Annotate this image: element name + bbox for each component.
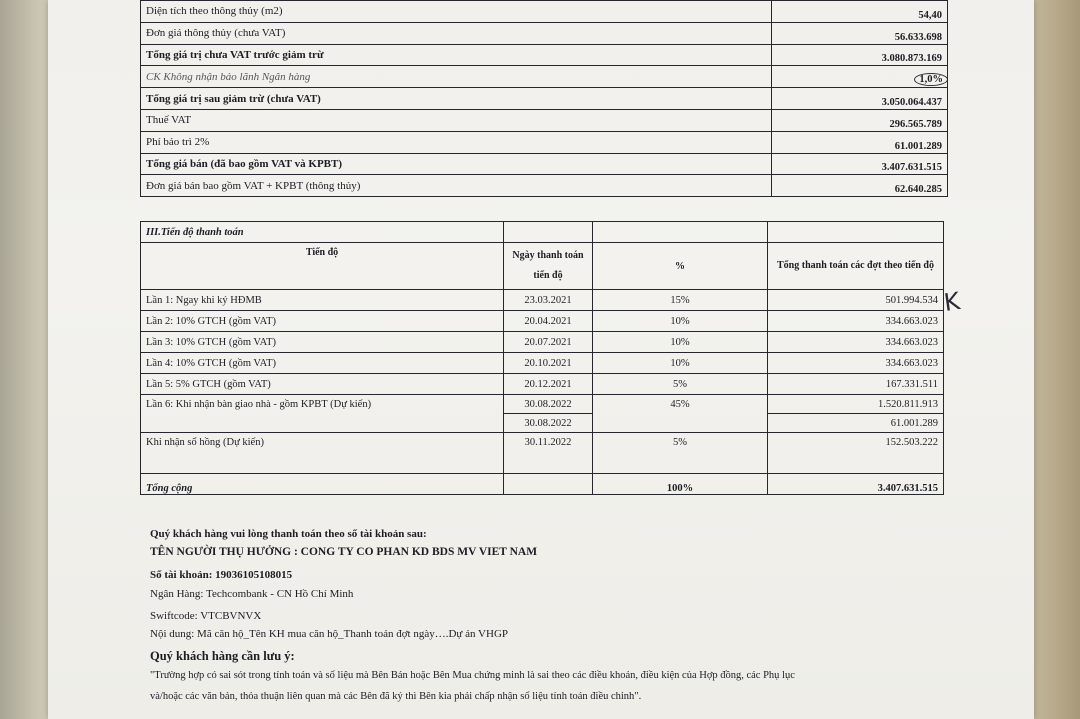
installment-percent: 5% <box>593 433 768 474</box>
row-label: CK Không nhận bảo lãnh Ngân hàng <box>141 66 772 88</box>
header-progress: Tiến độ <box>141 243 504 290</box>
installment-label <box>141 414 504 433</box>
row-value: 62.640.285 <box>772 175 948 197</box>
table-header-row <box>141 243 944 290</box>
installment-amount: 61.001.289 <box>768 414 944 433</box>
handwritten-check-mark: K <box>942 287 962 317</box>
installment-date: 30.08.2022 <box>504 395 593 414</box>
notice-line-2: và/hoặc các văn bản, thỏa thuận liên quan mà các Bên đã ký thì Bên kia phải chấp nhận số liệu tính toán điều chỉnh". <box>150 691 642 702</box>
row-label: Đơn giá bán bao gồm VAT + KPBT (thông thủy) <box>141 175 772 197</box>
payment-intro: Quý khách hàng vui lòng thanh toán theo số tài khoản sau: <box>150 528 427 540</box>
notice-line-1: "Trường hợp có sai sót trong tính toán và số liệu mà Bên Bán hoặc Bên Mua chứng minh là sai theo các điều khoản, điều kiện của Hợp đồng, các Phụ lục <box>150 670 795 681</box>
installment-percent: 10% <box>593 332 768 353</box>
row-label: Đơn giá thông thủy (chưa VAT) <box>141 22 772 44</box>
row-value <box>772 66 948 88</box>
empty-cell <box>504 222 593 243</box>
row-value: 296.565.789 <box>772 109 948 131</box>
installment-date: 20.07.2021 <box>504 332 593 353</box>
installment-date: 30.11.2022 <box>504 433 593 474</box>
notice-title: Quý khách hàng cần lưu ý: <box>150 649 295 663</box>
installment-date: 30.08.2022 <box>504 414 593 433</box>
row-label: Phí bảo trì 2% <box>141 131 772 153</box>
installment-percent: 10% <box>593 311 768 332</box>
table-row <box>141 353 944 374</box>
installment-amount: 1.520.811.913 <box>768 395 944 414</box>
header-date: Ngày thanh toán tiến độ <box>504 243 593 290</box>
empty-cell <box>504 474 593 495</box>
table-row <box>141 374 944 395</box>
swift-code: Swiftcode: VTCBVNVX <box>150 610 262 622</box>
installment-date: 20.10.2021 <box>504 353 593 374</box>
table-row <box>141 311 944 332</box>
row-value: 54,40 <box>772 1 948 23</box>
row-label: Tổng giá trị chưa VAT trước giảm trừ <box>141 44 772 66</box>
schedule-title: III.Tiến độ thanh toán <box>141 222 504 243</box>
transfer-content: Nội dung: Mã căn hộ_Tên KH mua căn hộ_Thanh toán đợt ngày….Dự án VHGP <box>150 628 509 640</box>
installment-percent: 15% <box>593 290 768 311</box>
installment-amount: 334.663.023 <box>768 353 944 374</box>
installment-amount: 334.663.023 <box>768 332 944 353</box>
row-label: Thuế VAT <box>141 109 772 131</box>
header-percent: % <box>593 243 768 290</box>
beneficiary-name: TÊN NGƯỜI THỤ HƯỞNG : CONG TY CO PHAN KD BDS MV VIET NAM <box>150 546 538 558</box>
row-value: 3.050.064.437 <box>772 88 948 110</box>
installment-date: 20.04.2021 <box>504 311 593 332</box>
installment-percent: 10% <box>593 353 768 374</box>
table-row <box>141 395 944 414</box>
table-row <box>141 66 948 88</box>
payment-schedule-table <box>140 221 944 495</box>
row-label: Tổng giá bán (đã bao gồm VAT và KPBT) <box>141 153 772 175</box>
table-row <box>141 332 944 353</box>
installment-amount: 501.994.534 <box>768 290 944 311</box>
table-row <box>141 175 948 197</box>
installment-label: Lần 6: Khi nhận bàn giao nhà - gồm KPBT (Dự kiến) <box>141 395 504 414</box>
empty-cell <box>593 222 768 243</box>
table-title-row <box>141 222 944 243</box>
header-total: Tổng thanh toán các đợt theo tiến độ <box>768 243 944 290</box>
total-row <box>141 474 944 495</box>
circled-value: 1,0% <box>914 73 947 86</box>
total-amount: 3.407.631.515 <box>768 474 944 495</box>
empty-cell <box>768 222 944 243</box>
row-label: Tổng giá trị sau giảm trừ (chưa VAT) <box>141 88 772 110</box>
installment-label: Lần 5: 5% GTCH (gồm VAT) <box>141 374 504 395</box>
account-number: Số tài khoản: 19036105108015 <box>150 569 293 581</box>
installment-amount: 152.503.222 <box>768 433 944 474</box>
installment-label: Lần 4: 10% GTCH (gồm VAT) <box>141 353 504 374</box>
installment-label: Lần 1: Ngay khi ký HĐMB <box>141 290 504 311</box>
table-row <box>141 109 948 131</box>
installment-amount: 167.331.511 <box>768 374 944 395</box>
installment-amount: 334.663.023 <box>768 311 944 332</box>
row-value: 56.633.698 <box>772 22 948 44</box>
installment-label: Khi nhận sổ hồng (Dự kiến) <box>141 433 504 474</box>
row-value: 3.080.873.169 <box>772 44 948 66</box>
row-value: 3.407.631.515 <box>772 153 948 175</box>
total-label: Tổng cộng <box>141 474 504 495</box>
table-row <box>141 414 944 433</box>
installment-percent <box>593 414 768 433</box>
price-summary-table <box>140 0 948 197</box>
table-row <box>141 44 948 66</box>
table-row <box>141 22 948 44</box>
table-row <box>141 153 948 175</box>
bank-name: Ngân Hàng: Techcombank - CN Hồ Chí Minh <box>150 588 354 600</box>
table-row <box>141 88 948 110</box>
table-row <box>141 1 948 23</box>
table-row <box>141 290 944 311</box>
total-percent: 100% <box>593 474 768 495</box>
installment-percent: 5% <box>593 374 768 395</box>
row-value: 61.001.289 <box>772 131 948 153</box>
row-label: Diện tích theo thông thủy (m2) <box>141 1 772 23</box>
table-row <box>141 433 944 474</box>
installment-date: 20.12.2021 <box>504 374 593 395</box>
installment-percent: 45% <box>593 395 768 414</box>
installment-label: Lần 2: 10% GTCH (gồm VAT) <box>141 311 504 332</box>
table-row <box>141 131 948 153</box>
installment-date: 23.03.2021 <box>504 290 593 311</box>
installment-label: Lần 3: 10% GTCH (gồm VAT) <box>141 332 504 353</box>
